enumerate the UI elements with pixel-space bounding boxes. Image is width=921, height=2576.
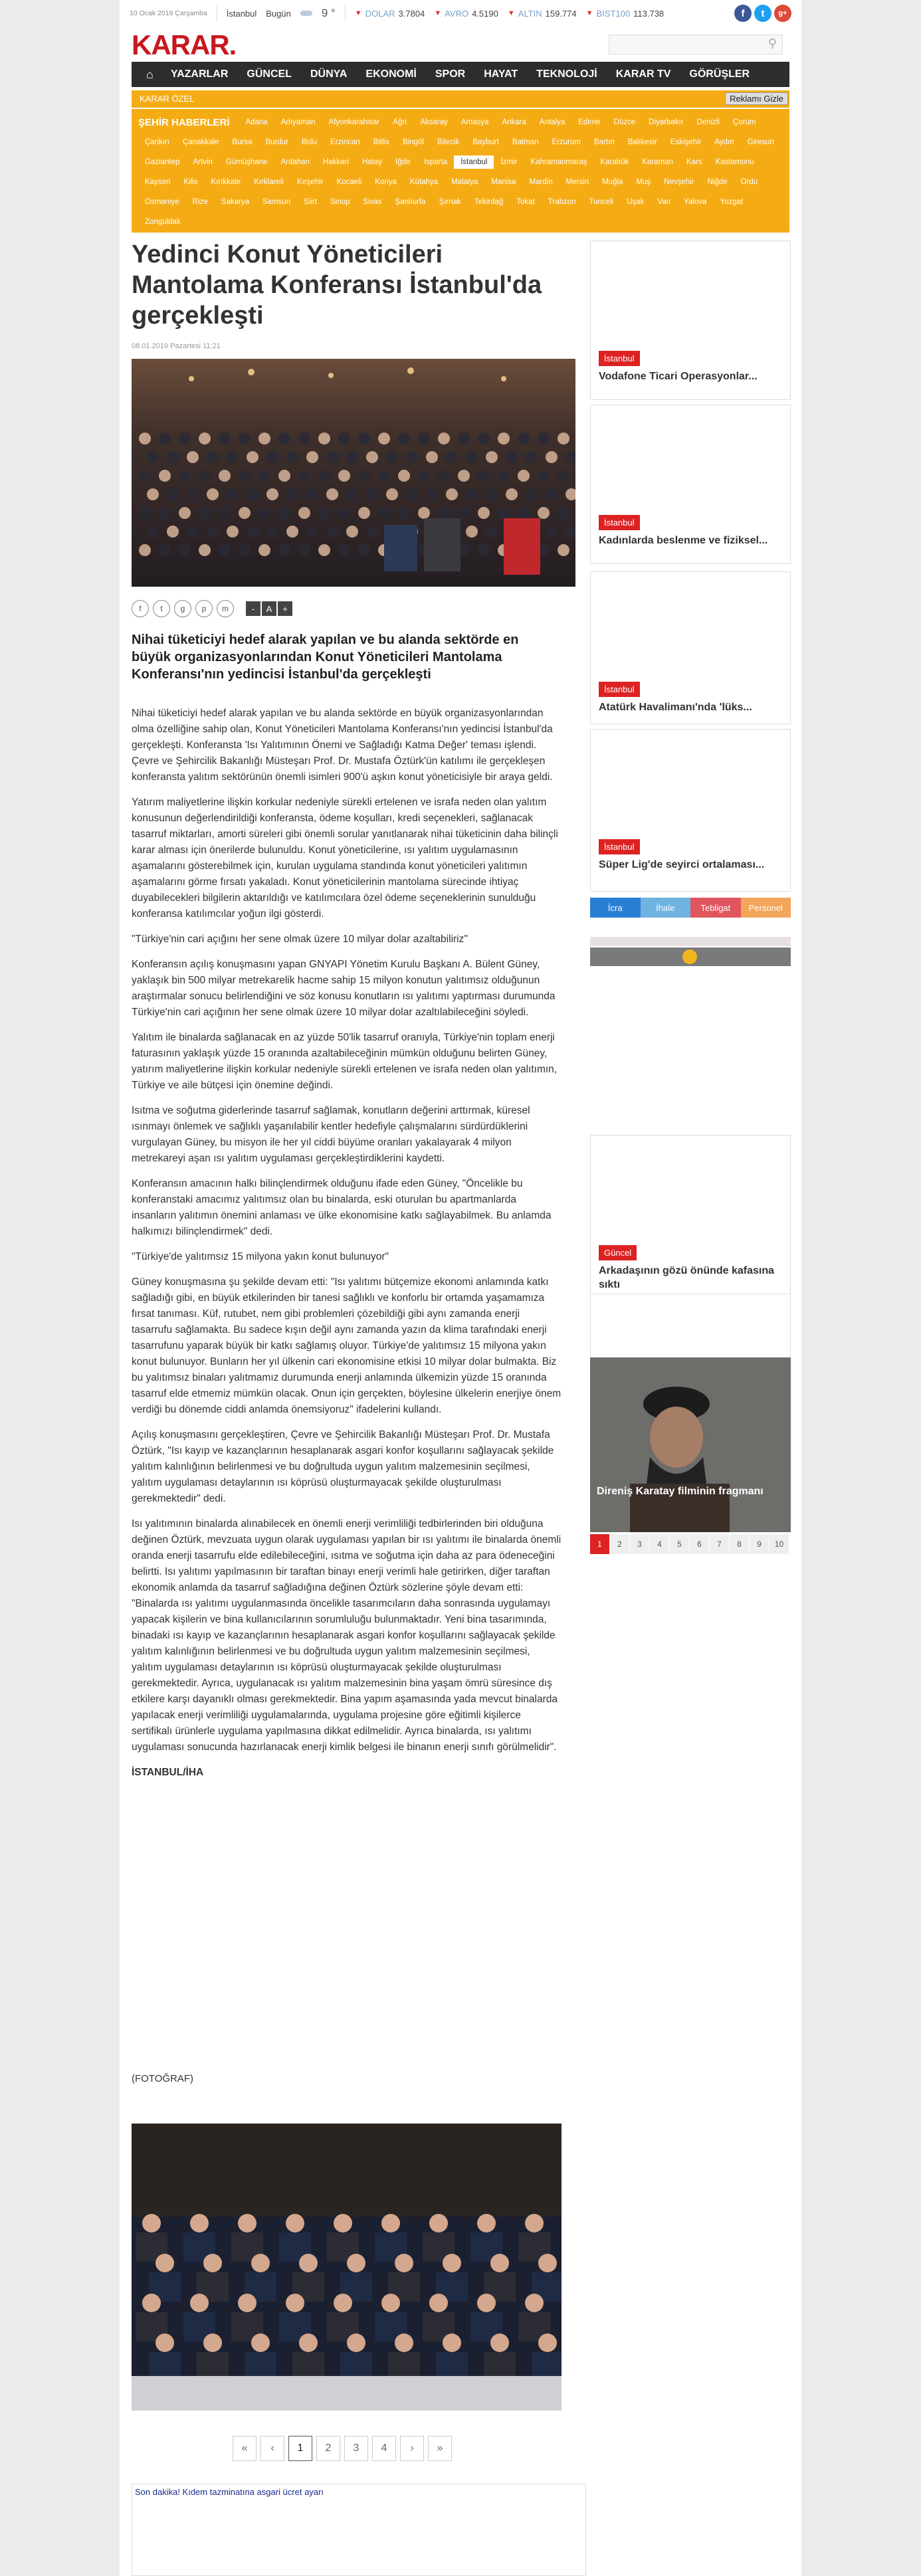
city-link[interactable]: Nevşehir bbox=[664, 178, 694, 186]
city-link[interactable]: Bursa bbox=[232, 138, 253, 146]
ticker-name: DOLAR bbox=[365, 8, 395, 19]
article-paragraph: Konferansın amacının halkı bilinçlendirmek olduğunu ifade eden Güney, "Öncelikle bu konferanstaki amacımız yalıtımsız olan bu binalarda, eski oturulan bu apartmanlarda insanların yalıtımın önemini anlaması ve ülke ekonomisine katkı sağlayabilmek. Bu anlamda halkımızı bilinçlendirmek" dedi. bbox=[132, 1178, 552, 1237]
ad-strip bbox=[590, 937, 791, 946]
city-link[interactable]: Siirt bbox=[304, 198, 317, 206]
arrow-down-icon: ▼ bbox=[354, 9, 362, 17]
nav-item[interactable]: KARAR TV bbox=[615, 68, 671, 80]
video-caption: Direniş Karatay filminin fragmanı bbox=[597, 1486, 764, 1497]
arrow-down-icon: ▼ bbox=[585, 9, 593, 17]
article-paragraph: Konferansın açılış konuşmasını yapan GNYAPI Yönetim Kurulu Başkanı A. Bülent Güney, yaklaşık bin 500 milyar metrekarelik hacme sahip 15 milyon konutun yalıtımsız olduğunun araştırmalar sonucu belirlendiğini ve söz konusu konutların ısı yalıtımı yaptırması durumunda Türkiye'nin cari açığının her sene olmak üzere 10 milyar dolar azaltılabileceğini söyledi. bbox=[132, 959, 556, 1018]
city-link[interactable]: Niğde bbox=[707, 178, 728, 186]
sidebar-news-card[interactable] bbox=[590, 241, 791, 400]
city-link[interactable]: İzmir bbox=[500, 158, 518, 166]
nav-item[interactable]: HAYAT bbox=[484, 68, 518, 80]
print-icon[interactable]: p bbox=[195, 600, 213, 617]
sidebar-news-card[interactable] bbox=[590, 405, 791, 564]
city-link[interactable]: Uşak bbox=[627, 198, 645, 206]
city-link[interactable]: Bayburt bbox=[472, 138, 499, 146]
city-link[interactable]: Amasya bbox=[460, 118, 489, 126]
nav-item[interactable]: SPOR bbox=[435, 68, 466, 80]
prev-page-button[interactable]: ‹ bbox=[260, 2436, 284, 2461]
ad-bar bbox=[132, 90, 789, 108]
city-link[interactable]: Gümüşhane bbox=[225, 158, 268, 166]
city-link[interactable]: Edirne bbox=[578, 118, 601, 126]
bottom-ad-box bbox=[132, 2484, 586, 2576]
font-increase-button[interactable]: + bbox=[278, 601, 292, 616]
city-link[interactable]: Bartın bbox=[594, 138, 615, 146]
category-tag[interactable]: Güncel bbox=[599, 1245, 637, 1260]
ticker-value: 4.5190 bbox=[472, 8, 498, 19]
city-link[interactable]: Manisa bbox=[491, 178, 516, 186]
article-body bbox=[132, 706, 562, 1790]
article-paragraph: Yatırım maliyetlerine ilişkin korkular nedeniyle sürekli ertelenen ve israfa neden olan yalıtım konusunun değerlendirildiği konferansta, ödeme koşulları, kredi seçenekleri, sağlanacak tasarruf miktarları, amorti süreleri gibi önemli sorular yanıtlanarak nihai tüketicinin daha bilinçli karar alması için önerilerde bulunuldu. Konut yöneticilerine, ısı yalıtım uygulamasının aşamalarını gösterebilmek için, kurulan uygulama standında konut yöneticileri yalıtımın aşamalarını görme fırsatı yakaladı. Konut yöneticilerinin mantolama sürecinde ihtiyaç duyabilecekleri bilgilerin aktarıldığı ve katılımcılara özel ödeme seçeneklerinin sunulduğu konferansa katılımcılar yoğun ilgi gösterdi. bbox=[132, 797, 558, 920]
city-link[interactable]: Kayseri bbox=[145, 178, 171, 186]
city-link[interactable]: Kocaeli bbox=[336, 178, 362, 186]
city-link[interactable]: Aydın bbox=[714, 138, 734, 146]
article-paragraph: Nihai tüketiciyi hedef alarak yapılan ve bu alanda sektörde en büyük organizasyonlarından olma özelliğine sahip olan, Konut Yöneticileri Mantolama Konferansı'nın yedincisi İstanbul'da gerçekleşti. Konferansta 'Isı Yalıtımının Önemi ve Sağladığı Katma Değer' teması işlendi. Çevre ve Şehircilik Bakanlığı Müsteşarı Prof. Dr. Mustafa Öztürk'ün katılımı ile gerçekleşen konferansta yalıtım sektörünün önemli isimleri 900'ü aşkın konut yöneticisiyle bir araya geldi. bbox=[132, 708, 553, 783]
video-page-button[interactable]: 4 bbox=[650, 1534, 670, 1554]
city-link[interactable]: Hakkari bbox=[322, 158, 349, 166]
city-link[interactable]: Karabük bbox=[600, 158, 629, 166]
temperature: 9 ° bbox=[321, 7, 336, 19]
news-thumbnail[interactable] bbox=[591, 572, 790, 678]
city-link[interactable]: Adıyaman bbox=[280, 118, 316, 126]
city-link[interactable]: Kastamonu bbox=[715, 158, 754, 166]
search-input[interactable] bbox=[609, 35, 783, 54]
cloud-icon bbox=[300, 11, 312, 16]
facebook-share-icon[interactable]: f bbox=[132, 600, 149, 617]
article-paragraph: "Türkiye'de yalıtımsız 15 milyona yakın konut bulunuyor" bbox=[132, 1251, 389, 1262]
city-link[interactable]: Ardahan bbox=[280, 158, 310, 166]
arrow-down-icon: ▼ bbox=[507, 9, 515, 17]
notice-tabs bbox=[590, 898, 791, 918]
ticker-value: 3.7804 bbox=[398, 8, 425, 19]
city-link[interactable]: Aksaray bbox=[420, 118, 448, 126]
city-news-heading: ŞEHİR HABERLERİ bbox=[138, 116, 230, 128]
article-tools bbox=[132, 600, 292, 617]
page-number-button[interactable]: 3 bbox=[344, 2436, 368, 2461]
city-link[interactable]: Çankırı bbox=[145, 138, 170, 146]
city-link[interactable]: Artvin bbox=[193, 158, 213, 166]
gallery-pagination bbox=[233, 2436, 452, 2461]
city-link[interactable]: Mardin bbox=[529, 178, 553, 186]
city-link[interactable]: Denizli bbox=[696, 118, 720, 126]
category-tag[interactable]: İstanbul bbox=[599, 351, 640, 366]
city-link[interactable]: Çanakkale bbox=[183, 138, 219, 146]
city-link[interactable]: Malatya bbox=[451, 178, 478, 186]
city-link[interactable]: Sinop bbox=[330, 198, 350, 206]
video-page-button[interactable]: 3 bbox=[630, 1534, 650, 1554]
city-link[interactable]: Sivas bbox=[363, 198, 382, 206]
article-second-photo bbox=[132, 2124, 562, 2411]
news-title[interactable]: Arkadaşının gözü önünde kafasına sıktı bbox=[599, 1265, 775, 1290]
top-bar bbox=[130, 0, 791, 27]
ticker-value: 113.738 bbox=[633, 8, 665, 19]
city-link[interactable]: Erzurum bbox=[552, 138, 581, 146]
ticker-avro[interactable] bbox=[434, 9, 498, 19]
video-page-button[interactable]: 10 bbox=[769, 1534, 789, 1554]
sidebar-news-card[interactable] bbox=[590, 1135, 791, 1294]
city-link[interactable]: Ankara bbox=[502, 118, 526, 126]
city-link[interactable]: Tekirdağ bbox=[474, 198, 504, 206]
city-link[interactable]: Trabzon bbox=[548, 198, 576, 206]
google-plus-icon[interactable]: g+ bbox=[774, 5, 791, 22]
article-main-photo bbox=[132, 359, 575, 587]
city-link[interactable]: Şırnak bbox=[439, 198, 461, 206]
city-link[interactable]: Şanlıurfa bbox=[395, 198, 426, 206]
city-link[interactable]: Gaziantep bbox=[145, 158, 180, 166]
article-paragraph: Güney konuşmasına şu şekilde devam etti: "Isı yalıtımı bütçemize ekonomi anlamında katkı sağladığı gibi, en büyük etkilerinden bir tanesi sağlıklı ve konforlu bir ortamda yaşamamıza fırsat tanıması. Küf, rutubet, nem gibi problemleri çözebildiği gibi aynı zamanda enerji tasarrufu sağlamakta. Bu sadece kışın değil aynı zamanda yazın da klima tarafındaki enerji tasarrufunu yaparak büyük bir katkı sağlamış oluyor. Türkiye'de yalıtımsız 15 milyona yakın konut bulunuyor. Bunların her yıl ülkenin cari ekonomisine etkisi 10 milyar dolar bulmakta. Biz bu yalıtımsız binaları yalıtmamız durumunda enerji anlamında ülkemizin yüzde 15 oranında tasarruf elde etmemiz mümkün olacak. Onun için gerçekten, böylesine ülkelerin enerjiye önem verdiği bu dönemde ciddi anlamda önemsiyoruz" ifadelerini kullandı. bbox=[132, 1276, 562, 1415]
city-selector[interactable]: İstanbul bbox=[226, 8, 257, 19]
city-link[interactable]: Kars bbox=[686, 158, 702, 166]
page-number-button[interactable]: 1 bbox=[288, 2436, 312, 2461]
nav-item[interactable]: DÜNYA bbox=[310, 68, 348, 80]
last-page-button[interactable]: » bbox=[428, 2436, 452, 2461]
video-page-button[interactable]: 7 bbox=[710, 1534, 730, 1554]
nav-item[interactable]: GÖRÜŞLER bbox=[689, 68, 750, 80]
page-number-button[interactable]: 2 bbox=[316, 2436, 340, 2461]
city-link[interactable]: Zonguldak bbox=[145, 218, 181, 226]
article-signature: İSTANBUL/İHA bbox=[132, 1767, 204, 1778]
ticker-value: 159.774 bbox=[545, 8, 577, 19]
font-size-label: A bbox=[262, 601, 276, 616]
notice-tab[interactable]: Personel bbox=[741, 898, 791, 918]
city-link[interactable]: Çorum bbox=[733, 118, 756, 126]
nav-item[interactable]: YAZARLAR bbox=[170, 68, 229, 80]
weather-label: Bugün bbox=[266, 8, 291, 19]
notice-tab[interactable]: İhale bbox=[641, 898, 691, 918]
first-page-button[interactable]: « bbox=[233, 2436, 256, 2461]
notice-tab[interactable]: İcra bbox=[590, 898, 641, 918]
city-link[interactable]: Sakarya bbox=[221, 198, 249, 206]
ad-label: KARAR ÖZEL bbox=[140, 94, 195, 104]
page-number-button[interactable]: 4 bbox=[372, 2436, 396, 2461]
article-paragraph: Yalıtım ile binalarda sağlanacak en az yüzde 50'lik tasarruf oranıyla, Türkiye'nin toplam enerji faturasının yaklaşık yüzde 15 oranında azaltabileceğinin mümkün olduğunu belirten Güney, yatırım maliyetlerine ilişkin korkular nedeniyle sürekli ertelenen ve israfa neden olan yalıtımın, Türkiye ve aile bütçesi için önemine değindi. bbox=[132, 1032, 558, 1091]
category-tag[interactable]: İstanbul bbox=[599, 515, 640, 530]
video-page-button[interactable]: 5 bbox=[670, 1534, 690, 1554]
city-link[interactable]: Rize bbox=[192, 198, 208, 206]
notice-tab[interactable]: Tebligat bbox=[690, 898, 741, 918]
city-link[interactable]: Eskişehir bbox=[670, 138, 702, 146]
city-link[interactable]: Kahramanmaraş bbox=[530, 158, 587, 166]
city-link[interactable]: Mersin bbox=[565, 178, 589, 186]
news-title[interactable]: Kadınlarda beslenme ve fiziksel... bbox=[599, 535, 768, 546]
news-thumbnail[interactable] bbox=[591, 1136, 790, 1242]
city-link[interactable]: Kütahya bbox=[409, 178, 439, 186]
font-decrease-button[interactable]: - bbox=[246, 601, 260, 616]
city-news-bar bbox=[132, 109, 789, 233]
city-link[interactable]: Ağrı bbox=[393, 118, 407, 126]
city-link[interactable]: Bingöl bbox=[403, 138, 425, 146]
city-link[interactable]: Kırşehir bbox=[296, 178, 324, 186]
city-link[interactable]: Kilis bbox=[183, 178, 198, 186]
nav-item[interactable]: EKONOMİ bbox=[365, 68, 417, 80]
current-date: 10 Ocak 2019 Çarşamba bbox=[130, 9, 207, 17]
hide-ad-button[interactable]: Reklamı Gizle bbox=[725, 92, 788, 105]
city-link[interactable]: Karaman bbox=[642, 158, 673, 166]
city-link[interactable]: Yozgat bbox=[720, 198, 744, 206]
city-link[interactable]: Isparta bbox=[424, 158, 448, 166]
city-link[interactable]: Batman bbox=[512, 138, 539, 146]
video-pagination bbox=[590, 1534, 789, 1554]
city-link[interactable]: Adana bbox=[245, 118, 268, 126]
news-thumbnail[interactable] bbox=[591, 730, 790, 836]
arrow-down-icon: ▼ bbox=[434, 9, 442, 17]
search-icon[interactable]: ⚲ bbox=[768, 37, 777, 50]
city-link[interactable]: Afyonkarahisar bbox=[328, 118, 380, 126]
video-page-button[interactable]: 8 bbox=[730, 1534, 750, 1554]
city-link[interactable]: Van bbox=[657, 198, 671, 206]
city-link[interactable]: Samsun bbox=[262, 198, 291, 206]
article-paragraph: Açılış konuşmasını gerçekleştiren, Çevre ve Şehircilik Bakanlığı Müsteşarı Prof. Dr. Mustafa Öztürk, "Isı kayıp ve kazançlarının hesaplanarak asgari konfor koşullarını sağlayacak şekilde yalıtım kalınlığının belirlenmesi ve bu doğrultuda uygun yalıtım malzemesinin seçilmesi, yalıtım uygulaması detaylarının ısı köprüsü oluşturmayacak şekilde oluşturulması gerekmektedir" dedi. bbox=[132, 1429, 554, 1504]
city-link[interactable]: Giresun bbox=[747, 138, 774, 146]
city-link[interactable]: Diyarbakır bbox=[649, 118, 684, 126]
main-nav bbox=[132, 62, 789, 87]
article-lead: Nihai tüketiciyi hedef alarak yapılan ve bu alanda sektörde en büyük organizasyonlarından Konut Yöneticileri Mantolama Konferansı'nın yedincisi İstanbul'da gerçekleşti bbox=[132, 633, 519, 682]
city-link[interactable]: Balıkesir bbox=[627, 138, 657, 146]
video-page-button[interactable]: 1 bbox=[590, 1534, 610, 1554]
sidebar-news-card[interactable] bbox=[590, 729, 791, 892]
sidebar-news-card[interactable] bbox=[590, 571, 791, 724]
video-slider[interactable] bbox=[590, 1357, 791, 1532]
news-title[interactable]: Vodafone Ticari Operasyonlar... bbox=[599, 371, 758, 382]
video-page-button[interactable]: 9 bbox=[750, 1534, 769, 1554]
city-link[interactable]: Bilecik bbox=[437, 138, 460, 146]
city-link[interactable]: Ordu bbox=[740, 178, 758, 186]
city-link[interactable]: Osmaniye bbox=[145, 198, 179, 206]
category-tag[interactable]: İstanbul bbox=[599, 839, 640, 854]
city-link[interactable]: Kırklareli bbox=[254, 178, 284, 186]
city-link[interactable]: Tokat bbox=[516, 198, 535, 206]
city-link[interactable]: Muğla bbox=[602, 178, 623, 186]
page bbox=[120, 0, 801, 2576]
news-title[interactable]: Süper Lig'de seyirci ortalaması... bbox=[599, 859, 765, 870]
city-link[interactable]: Bitlis bbox=[373, 138, 390, 146]
city-link[interactable]: Tunceli bbox=[589, 198, 614, 206]
city-link[interactable]: Bolu bbox=[302, 138, 318, 146]
article-title: Yedinci Konut Yöneticileri Mantolama Konferansı İstanbul'da gerçekleşti bbox=[132, 241, 542, 330]
ticker-name: AVRO bbox=[445, 8, 469, 19]
twitter-icon[interactable]: t bbox=[754, 5, 771, 22]
city-link[interactable]: Hatay bbox=[361, 158, 383, 166]
city-link[interactable]: Iğdır bbox=[395, 158, 411, 166]
city-link[interactable]: Yalova bbox=[684, 198, 707, 206]
video-page-button[interactable]: 6 bbox=[690, 1534, 710, 1554]
city-link[interactable]: Erzincan bbox=[330, 138, 360, 146]
ticker-name: ALTIN bbox=[518, 8, 542, 19]
mail-icon[interactable]: m bbox=[217, 600, 234, 617]
news-title[interactable]: Atatürk Havalimanı'nda 'lüks... bbox=[599, 702, 752, 713]
nav-item[interactable]: GÜNCEL bbox=[247, 68, 292, 80]
google-share-icon[interactable]: g bbox=[174, 600, 191, 617]
category-tag[interactable]: İstanbul bbox=[599, 682, 640, 697]
ticker-altin[interactable] bbox=[508, 9, 577, 19]
video-page-button[interactable]: 2 bbox=[610, 1534, 630, 1554]
home-icon[interactable]: ⌂ bbox=[146, 67, 154, 81]
twitter-share-icon[interactable]: t bbox=[153, 600, 170, 617]
nav-item[interactable]: TEKNOLOJİ bbox=[536, 68, 597, 80]
ticker-bist100[interactable] bbox=[586, 9, 665, 19]
city-link[interactable]: Düzce bbox=[613, 118, 636, 126]
bottom-ad-link[interactable]: Son dakika! Kıdem tazminatına asgari ücret ayarı bbox=[135, 2487, 324, 2497]
city-link[interactable]: Antalya bbox=[539, 118, 565, 126]
article-date: 08.01.2019 Pazartesi 11:21 bbox=[132, 342, 221, 350]
city-link[interactable]: Burdur bbox=[265, 138, 288, 146]
site-logo[interactable]: KARAR. bbox=[132, 29, 237, 60]
news-thumbnail[interactable] bbox=[591, 241, 790, 347]
article-paragraph: "Türkiye'nin cari açığını her sene olmak üzere 10 milyar dolar azaltabiliriz" bbox=[132, 934, 468, 945]
photo-caption: (FOTOĞRAF) bbox=[132, 2073, 194, 2084]
ticker-dolar[interactable] bbox=[355, 9, 425, 19]
ad-banner[interactable] bbox=[590, 947, 791, 966]
next-page-button[interactable]: › bbox=[400, 2436, 424, 2461]
city-link[interactable]: Muş bbox=[636, 178, 651, 186]
city-link[interactable]: İstanbul bbox=[454, 155, 494, 169]
news-thumbnail[interactable] bbox=[591, 405, 790, 512]
ticker-name: BIST100 bbox=[596, 8, 631, 19]
article-paragraph: Isı yalıtımının binalarda alınabilecek en önemli enerji verimliliği tedbirlerinden biri olduğuna değinen Öztürk, mevzuata uygun olarak uygulaması yapılan bir ısı yalıtımı ile binalarda önemli oranda enerji tasarrufu elde edilebileceğini, ısıtma ve soğutma için daha az para ödeneceğini belirtti. Isı yalıtımı yapılmasının bir taraftan binayı enerji verimli hale getirirken, diğer taraftan ekonomik anlamda da tasarruf sağladığına değinen Öztürk sözlerine şöyle devam etti: "Binalarda ısı yalıtımı uygulanmasında öncelikle tasarımcıların daha sonrasında uygulamayı yapacak kişilerin ve bina kullanıcılarının sorumluluğu bulunmaktadır. Yeni bina tasarımında, binadaki ısı kayıp ve kazançlarının hesaplanarak asgari konfor koşullarını sağlayacak şekilde yalıtım kalınlığının belirlenmesi ve bu doğrultuda uygun yalıtım malzemesinin seçilmesi, yalıtım uygulaması detaylarının ısı köprüsü oluşturmayacak şekilde oluşturulması gerekmektedir. Ayrıca, uygulanacak ısı yalıtım malzemesinin bina yaşam ömrü süresince dış etkilere karşı dayanıklı olması gerekmektedir. Bina yapım aşamasında yada mevcut binalarda yapılacak enerji verimliliği uygulamalarında, uygulama projesine göre eğitimli kişilerce sertifikalı ürünlerle uygulama yapılmasına dikkat edilmelidir. Ayrıca binalarda, ısı yalıtımı uygulaması sonucunda hazırlanacak enerji kimlik belgesi ile binanın enerji sınıfı görülmelidir". bbox=[132, 1518, 562, 1753]
city-link[interactable]: Konya bbox=[375, 178, 397, 186]
city-link[interactable]: Kırıkkale bbox=[211, 178, 241, 186]
article-paragraph: Isıtma ve soğutma giderlerinde tasarruf sağlamak, konutların değerini arttırmak, küresel ısınmayı önlemek ve sağlıklı yaşanılabilir kentler hedefiyle çalışmalarını sürdürdüklerini vurgulayan Güney, bu misyon ile her yıl ciddi büyüme oranları yakalayarak 4 milyon metrekareyi aşan ısı yalıtım uygulaması gerçekleştirdiklerini kaydetti. bbox=[132, 1105, 530, 1164]
facebook-icon[interactable]: f bbox=[734, 5, 752, 22]
